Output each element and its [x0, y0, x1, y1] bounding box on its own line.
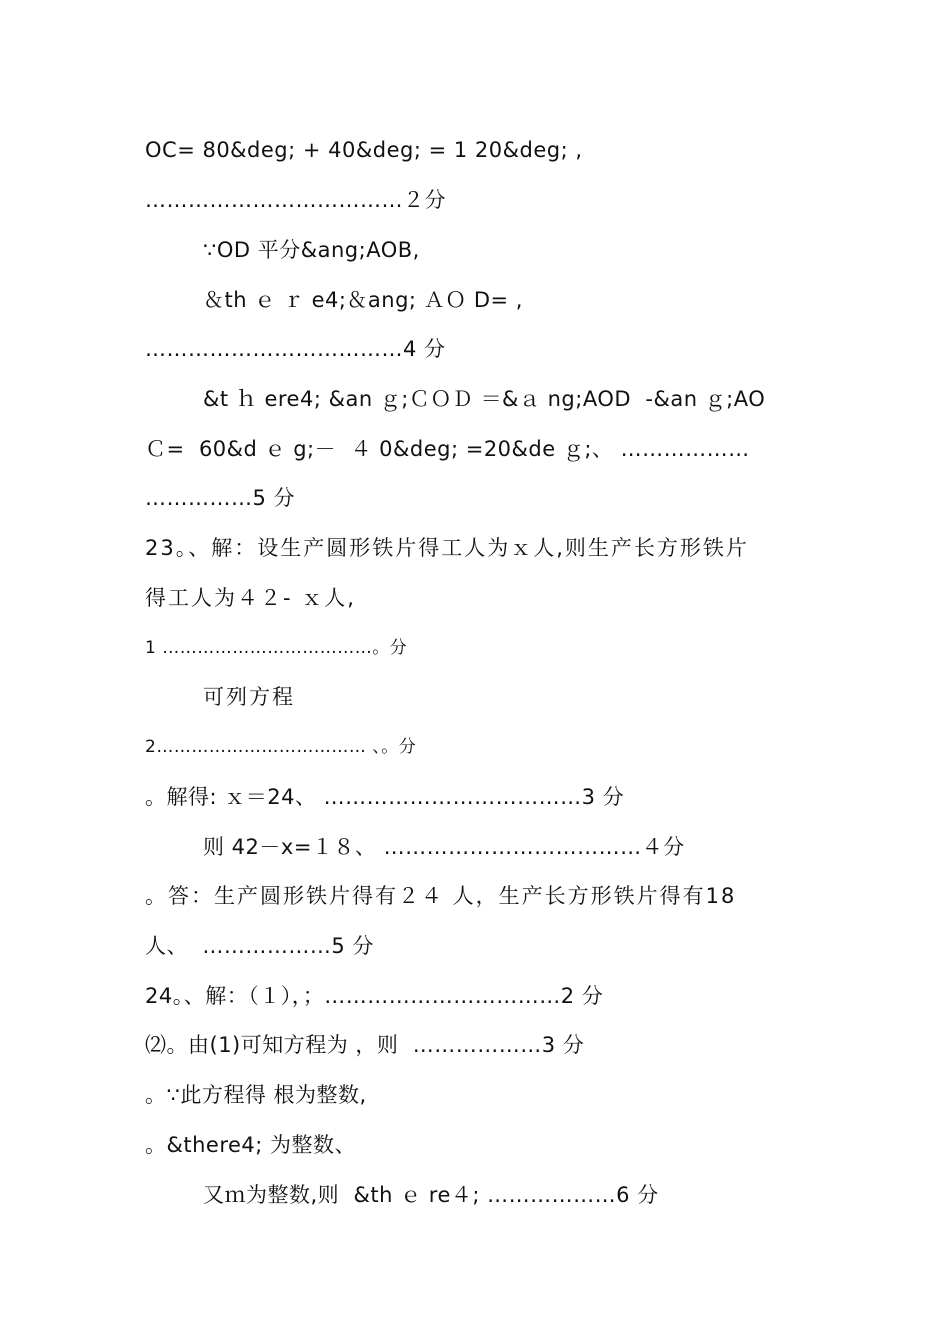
text-line-4: ＆th ｅ ｒ e4;＆ang; ＡＯ D= ,: [203, 288, 523, 312]
text-line-19: ⑵。由(1)可知方程为 ，则 ………………3 分: [145, 1033, 585, 1057]
text-line-7: Ｃ= 60&d ｅ g;－ ４ 0&deg; =20&de ｇ;、 ………………: [145, 437, 750, 461]
text-line-16: 。答：生产圆形铁片得有２４ 人，生产长方形铁片得有18: [145, 884, 737, 908]
text-line-5: ………………………………4 分: [145, 337, 446, 361]
text-line-3: ∵OD 平分&ang;AOB,: [203, 238, 420, 262]
text-line-8: ……………5 分: [145, 486, 296, 510]
text-line-13: 2……………………………… 、。分: [145, 737, 417, 757]
text-line-2: ………………………………２分: [145, 188, 446, 212]
text-line-1: OC= 80&deg; + 40&deg; = 1 20&deg; ,: [145, 138, 583, 162]
text-line-14: 。解得: ｘ＝24、 ………………………………3 分: [145, 785, 625, 809]
text-line-17: 人、 ………………5 分: [145, 934, 374, 958]
text-line-6: &t ｈ ere4; &an ｇ;ＣＯＤ ＝&ａ ng;AOD -&an ｇ;AO: [203, 387, 766, 411]
text-line-12: 可列方程: [203, 685, 295, 709]
text-line-18: 24。、解：（１），；……………………………2 分: [145, 984, 604, 1008]
text-line-15: 则 42－x=１８、 ………………………………４分: [203, 835, 685, 859]
text-line-11: 1 ………………………………。分: [145, 638, 408, 658]
text-line-10: 得工人为４２- ｘ人,: [145, 586, 356, 610]
text-line-22: 又ｍ为整数,则 &th ｅ re４; ………………6 分: [203, 1183, 659, 1207]
text-line-21: 。&there4; 为整数、: [145, 1133, 357, 1157]
text-line-20: 。∵此方程得 根为整数,: [145, 1083, 367, 1107]
text-line-9: 23。、解：设生产圆形铁片得工人为ｘ人,则生产长方形铁片: [145, 536, 749, 560]
